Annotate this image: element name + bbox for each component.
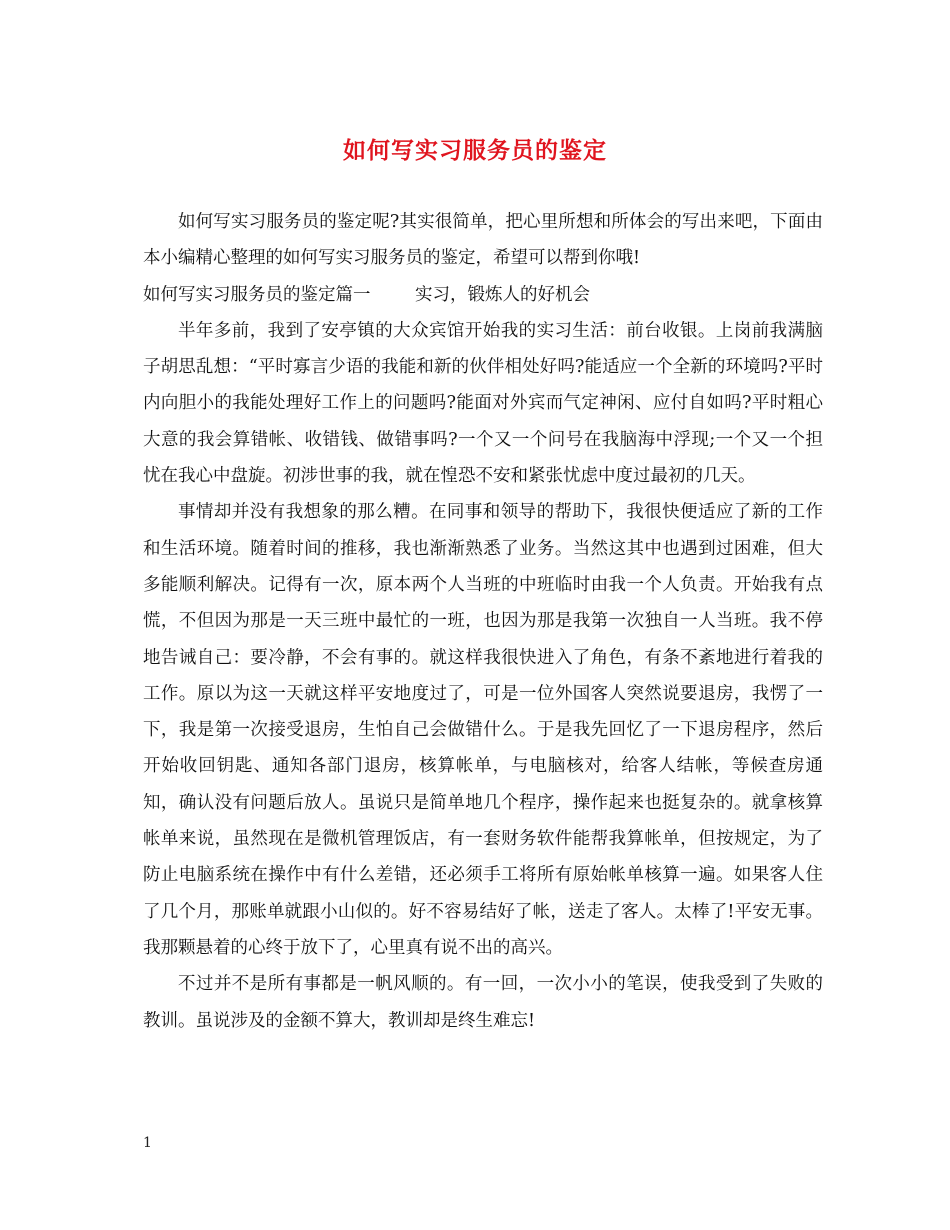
page-number: 1 xyxy=(143,1135,152,1151)
paragraph-2: 事情却并没有我想象的那么糟。在同事和领导的帮助下，我很快便适应了新的工作和生活环境。随着时间的推移，我也渐渐熟悉了业务。当然这其中也遇到过困难，但大多能顺利解决。记得有一次，原本两个人当班的中班临时由我一个人负责。开始我有点慌，不但因为那是一天三班中最忙的一班，也因为那是我第一次独自一人当班。我不停地告诫自己：要冷静，不会有事的。就这样我很快进入了角色，有条不紊地进行着我的工作。原以为这一天就这样平安地度过了，可是一位外国客人突然说要退房，我愣了一下，我是第一次接受退房，生怕自己会做错什么。于是我先回忆了一下退房程序，然后开始收回钥匙、通知各部门退房，核算帐单，与电脑核对，给客人结帐，等候查房通知，确认没有问题后放人。虽说只是简单地几个程序，操作起来也挺复杂的。就拿核算帐单来说，虽然现在是微机管理饭店，有一套财务软件能帮我算帐单，但按规定，为了防止电脑系统在操作中有什么差错，还必须手工将所有原始帐单核算一遍。如果客人住了几个月，那账单就跟小山似的。好不容易结好了帐，送走了客人。太棒了!平安无事。我那颗悬着的心终于放下了，心里真有说不出的高兴。 xyxy=(143,502,823,958)
section-heading-line xyxy=(143,277,823,313)
document-body xyxy=(143,204,823,1039)
document-title: 如何写实习服务员的鉴定 xyxy=(343,137,607,164)
paragraph-1: 半年多前，我到了安亭镇的大众宾馆开始我的实习生活：前台收银。上岗前我满脑子胡思乱想：“平时寡言少语的我能和新的伙伴相处好吗?能适应一个全新的环境吗?平时内向胆小的我能处理好工作上的问题吗?能面对外宾而气定神闲、应付自如吗?平时粗心大意的我会算错帐、收错钱、做错事吗?一个又一个问号在我脑海中浮现;一个又一个担忧在我心中盘旋。初涉世事的我，就在惶恐不安和紧张忧虑中度过最初的几天。 xyxy=(143,320,823,487)
section-heading: 如何写实习服务员的鉴定篇一 xyxy=(143,284,371,305)
section-subtitle: 实习，锻炼人的好机会 xyxy=(415,284,591,305)
intro-paragraph: 如何写实习服务员的鉴定呢?其实很简单，把心里所想和所体会的写出来吧，下面由本小编精心整理的如何写实习服务员的鉴定，希望可以帮到你哦! xyxy=(143,212,823,269)
paragraph-3: 不过并不是所有事都是一帆风顺的。有一回，一次小小的笔误，使我受到了失败的教训。虽说涉及的金额不算大，教训却是终生难忘! xyxy=(143,974,823,1031)
